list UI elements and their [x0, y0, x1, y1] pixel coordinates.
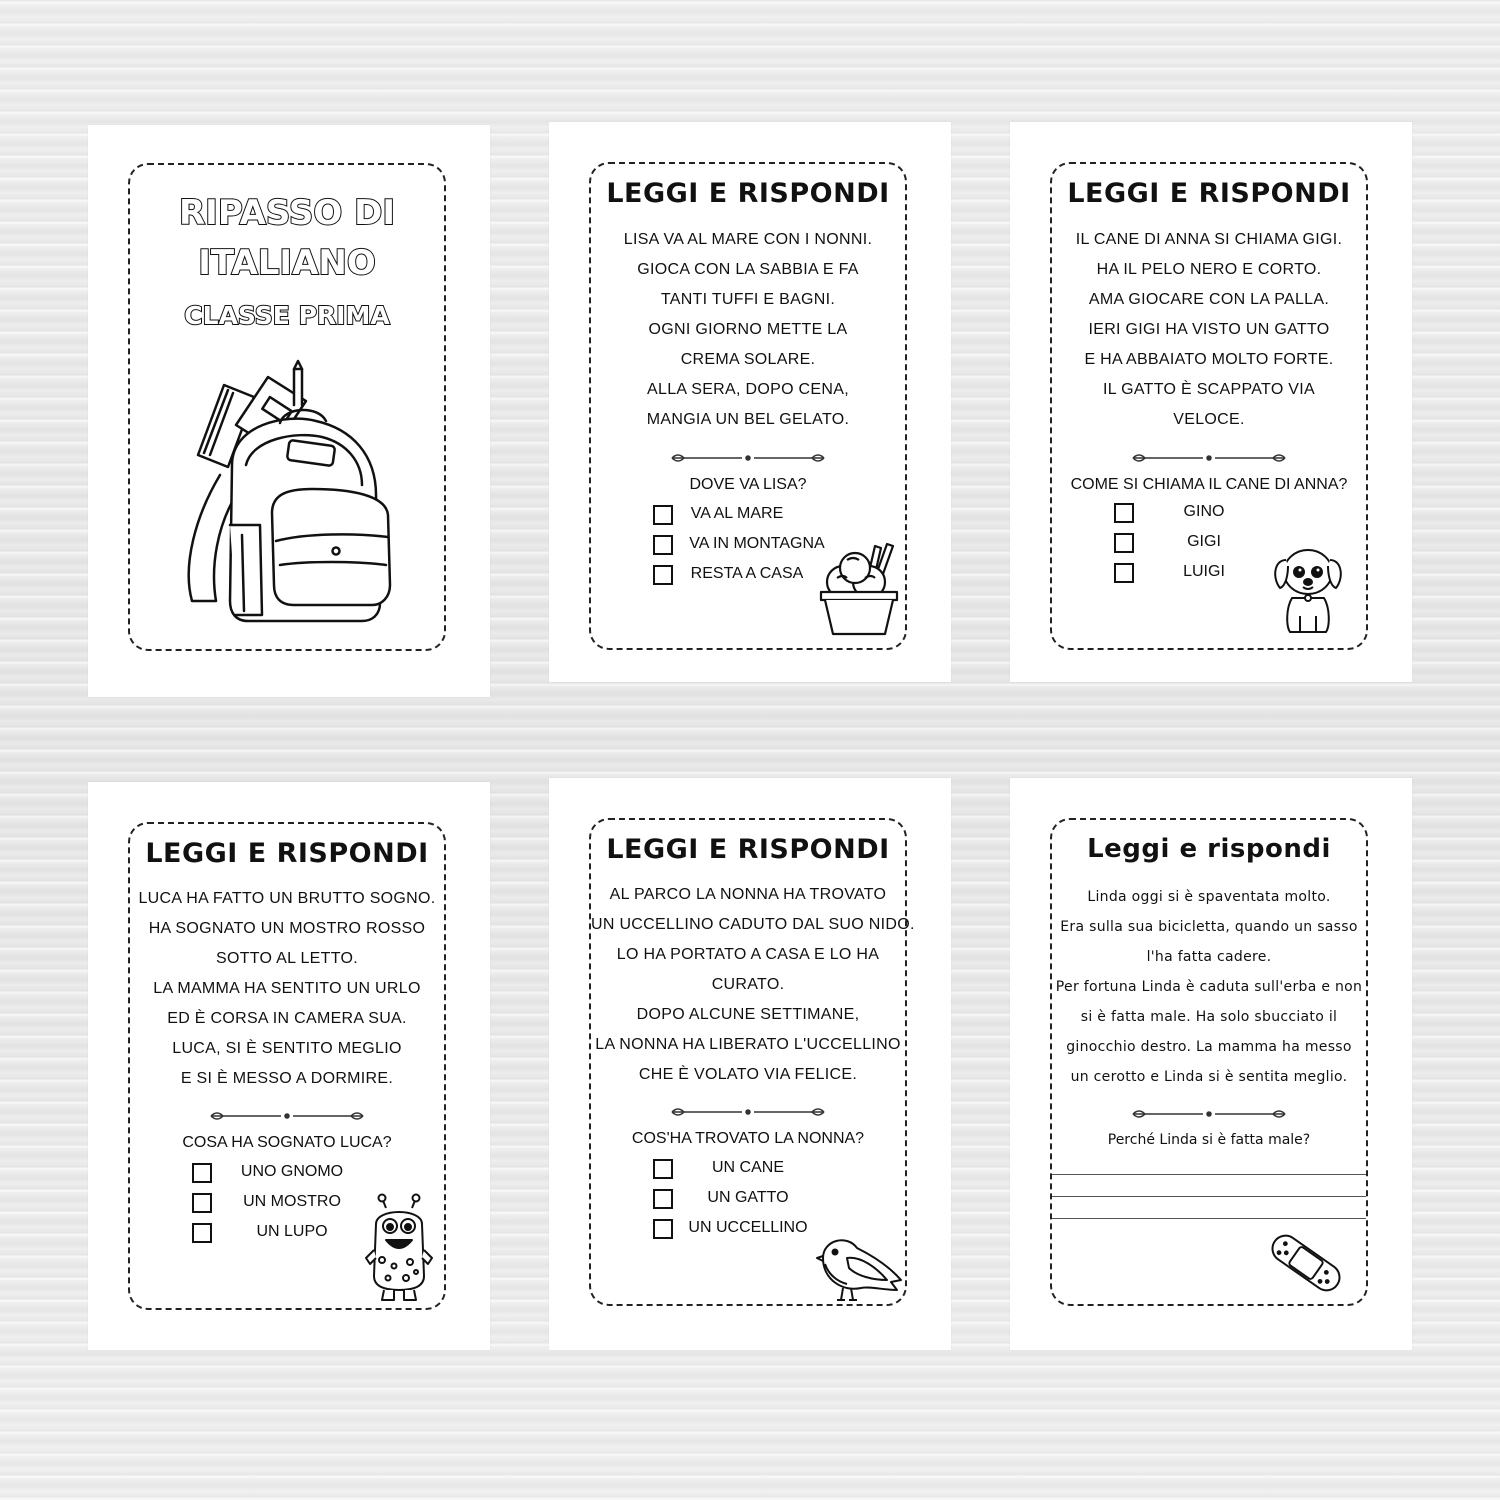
text-line: AL PARCO LA NONNA HA TROVATO	[609, 886, 887, 903]
text-line: VELOCE.	[1173, 411, 1245, 428]
ornament-divider	[668, 1104, 828, 1120]
text-line: HA IL PELO NERO E CORTO.	[1096, 261, 1322, 278]
text-line: CHE È VOLATO VIA FELICE.	[638, 1066, 858, 1083]
bandage-icon	[1266, 1228, 1346, 1298]
card-title: Leggi e rispondi	[1087, 834, 1331, 864]
checkbox[interactable]	[653, 1189, 673, 1209]
text-line: CURATO.	[711, 976, 785, 993]
checkbox[interactable]	[653, 565, 673, 585]
ice-cream-icon	[817, 542, 901, 638]
text-line: Per fortuna Linda è caduta sull'erba e non	[1055, 979, 1363, 995]
worksheet-1	[549, 122, 951, 682]
text-line: IL CANE DI ANNA SI CHIAMA GIGI.	[1075, 231, 1343, 248]
option-label: UNO GNOMO	[240, 1163, 344, 1180]
cover-title-line1: RIPASSO DI	[178, 193, 395, 233]
option-label: VA AL MARE	[690, 505, 784, 522]
text-line: ALLA SERA, DOPO CENA,	[647, 381, 849, 398]
text-line: IL GATTO È SCAPPATO VIA	[1103, 381, 1315, 398]
checkbox[interactable]	[653, 535, 673, 555]
text-line: E HA ABBAIATO MOLTO FORTE.	[1084, 351, 1334, 368]
checkbox[interactable]	[653, 505, 673, 525]
text-line: LUCA HA FATTO UN BRUTTO SOGNO.	[138, 890, 436, 907]
text-line: HA SOGNATO UN MOSTRO ROSSO	[148, 920, 426, 937]
card-title: LEGGI E RISPONDI	[1067, 178, 1351, 209]
text-line: DOPO ALCUNE SETTIMANE,	[636, 1006, 860, 1023]
text-line: un cerotto e Linda si è sentita meglio.	[1070, 1069, 1348, 1085]
text-line: LA MAMMA HA SENTITO UN URLO	[153, 980, 421, 997]
answer-option[interactable]	[653, 1156, 883, 1186]
checkbox[interactable]	[653, 1219, 673, 1239]
checkbox[interactable]	[192, 1193, 212, 1213]
answer-option[interactable]	[653, 502, 883, 532]
text-line: Linda oggi si è spaventata molto.	[1087, 889, 1331, 905]
worksheet-card	[1050, 818, 1368, 1306]
cover-title-line2: ITALIANO	[198, 243, 376, 283]
checkbox[interactable]	[1114, 533, 1134, 553]
worksheet-card	[589, 818, 915, 1306]
text-line: LA NONNA HA LIBERATO L'UCCELLINO	[595, 1036, 901, 1053]
cover-subtitle: CLASSE PRIMA	[184, 301, 390, 330]
question-text: Perché Linda si è fatta male?	[1107, 1132, 1311, 1148]
text-line: ginocchio destro. La mamma ha messo	[1066, 1039, 1352, 1055]
text-line: SOTTO AL LETTO.	[215, 950, 359, 967]
option-label: UN GATTO	[707, 1189, 789, 1206]
option-label: UN MOSTRO	[243, 1193, 341, 1210]
text-line: Era sulla sua bicicletta, quando un sasso	[1060, 919, 1358, 935]
answer-line[interactable]	[1052, 1218, 1366, 1219]
worksheet-card	[1050, 162, 1368, 650]
monster-icon	[364, 1194, 434, 1302]
checkbox[interactable]	[192, 1223, 212, 1243]
cover-sheet	[88, 125, 490, 697]
question-text: COME SI CHIAMA IL CANE DI ANNA?	[1070, 476, 1348, 493]
ornament-divider	[668, 450, 828, 466]
reading-text	[1052, 882, 1366, 1092]
worksheet-5	[1010, 778, 1412, 1350]
backpack-icon	[176, 365, 406, 625]
text-line: OGNI GIORNO METTE LA	[648, 321, 848, 338]
ornament-divider	[1129, 450, 1289, 466]
checkbox[interactable]	[653, 1159, 673, 1179]
option-label: GINO	[1183, 503, 1225, 520]
text-line: TANTI TUFFI E BAGNI.	[660, 291, 836, 308]
answer-line[interactable]	[1052, 1174, 1366, 1175]
option-label: UN CANE	[711, 1159, 784, 1176]
text-line: GIOCA CON LA SABBIA E FA	[637, 261, 859, 278]
answer-line[interactable]	[1052, 1196, 1366, 1197]
text-line: LUCA, SI È SENTITO MEGLIO	[172, 1040, 402, 1057]
text-line: ED È CORSA IN CAMERA SUA.	[167, 1010, 407, 1027]
puppy-icon	[1272, 542, 1344, 634]
option-label: UN LUPO	[256, 1223, 328, 1240]
text-line: si è fatta male. Ha solo sbucciato il	[1080, 1009, 1338, 1025]
reading-text	[591, 880, 915, 1090]
answer-option[interactable]	[653, 1186, 883, 1216]
reading-text	[1052, 225, 1366, 435]
text-line: LO HA PORTATO A CASA E LO HA	[616, 946, 880, 963]
reading-text	[130, 884, 444, 1094]
card-title: LEGGI E RISPONDI	[145, 838, 429, 869]
option-label: LUIGI	[1183, 563, 1225, 580]
answer-option[interactable]	[1114, 500, 1344, 530]
ornament-divider	[207, 1108, 367, 1124]
option-label: GIGI	[1187, 533, 1221, 550]
option-label: VA IN MONTAGNA	[689, 535, 825, 552]
worksheet-card	[128, 822, 446, 1310]
option-label: UN UCCELLINO	[688, 1219, 808, 1236]
bird-icon	[817, 1228, 903, 1302]
worksheet-card	[589, 162, 907, 650]
card-title: LEGGI E RISPONDI	[606, 834, 890, 865]
text-line: MANGIA UN BEL GELATO.	[646, 411, 850, 428]
text-line: E SI È MESSO A DORMIRE.	[180, 1070, 394, 1087]
checkbox[interactable]	[192, 1163, 212, 1183]
text-line: l'ha fatta cadere.	[1146, 949, 1272, 965]
text-line: LISA VA AL MARE CON I NONNI.	[623, 231, 873, 248]
answer-option[interactable]	[192, 1160, 422, 1190]
text-line: UN UCCELLINO CADUTO DAL SUO NIDO.	[591, 916, 915, 933]
worksheet-2	[1010, 122, 1412, 682]
ornament-divider	[1129, 1106, 1289, 1122]
checkbox[interactable]	[1114, 503, 1134, 523]
reading-text	[591, 225, 905, 435]
option-label: RESTA A CASA	[690, 565, 804, 582]
text-line: AMA GIOCARE CON LA PALLA.	[1088, 291, 1330, 308]
question-text: COS'HA TROVATO LA NONNA?	[631, 1130, 865, 1147]
text-line: IERI GIGI HA VISTO UN GATTO	[1088, 321, 1330, 338]
question-text: COSA HA SOGNATO LUCA?	[182, 1134, 392, 1151]
text-line: CREMA SOLARE.	[680, 351, 816, 368]
worksheet-3	[88, 782, 490, 1350]
question-text: DOVE VA LISA?	[689, 476, 807, 493]
worksheet-4	[549, 778, 951, 1350]
cover-card	[128, 163, 446, 651]
checkbox[interactable]	[1114, 563, 1134, 583]
card-title: LEGGI E RISPONDI	[606, 178, 890, 209]
